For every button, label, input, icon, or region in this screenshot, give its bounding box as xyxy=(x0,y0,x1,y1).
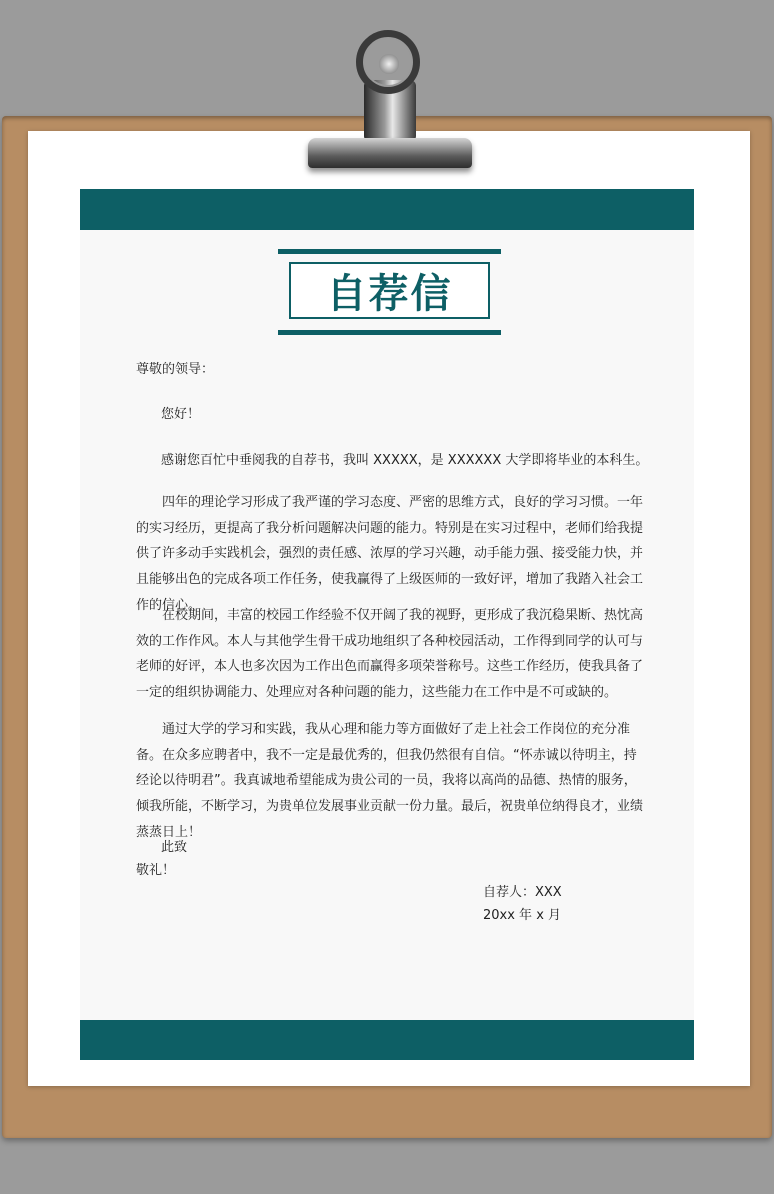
salutation: 尊敬的领导： xyxy=(136,362,215,377)
title-rule-top xyxy=(278,249,501,254)
clip-hole xyxy=(379,54,399,74)
binder-clip-icon xyxy=(308,138,472,168)
date: 20xx 年 x 月 xyxy=(483,908,562,923)
greeting: 您好！ xyxy=(161,407,201,422)
body-paragraph-1: 四年的理论学习形成了我严谨的学习态度、严密的思维方式，良好的学习习惯。一年的实习经历，更提高了我分析问题解决问题的能力。特别是在实习过程中，老师们给我提供了许多动手实践机会，强烈的责任感、浓厚的学习兴趣，动手能力强、接受能力快，并且能够出色的完成各项工作任务，使我赢得了上级医师的一致好评，增加了我踏入社会工作的信心。 xyxy=(136,495,644,613)
title-rule-bottom xyxy=(278,330,501,335)
body-paragraph-2: 在校期间，丰富的校园工作经验不仅开阔了我的视野，更形成了我沉稳果断、热忱高效的工作作风。本人与其他学生骨干成功地组织了各种校园活动，工作得到同学的认可与老师的好评，本人也多次因为工作出色而赢得多项荣誉称号。这些工作经历，使我具备了一定的组织协调能力、处理应对各种问题的能力，这些能力在工作中是不可或缺的。 xyxy=(136,608,644,701)
signature: 自荐人：XXX xyxy=(483,885,562,900)
closing-line-2: 敬礼！ xyxy=(136,863,176,878)
closing-line-1: 此致 xyxy=(161,840,188,855)
title-frame xyxy=(289,262,490,319)
body-paragraph-3: 通过大学的学习和实践，我从心理和能力等方面做好了走上社会工作岗位的充分准备。在众多应聘者中，我不一定是最优秀的，但我仍然很有自信。“怀赤诚以待明主，持经论以待明君”。我真诚地希望能成为贵公司的一员，我将以高尚的品德、热情的服务，倾我所能，不断学习，为贵单位发展事业贡献一份力量。最后，祝贵单位纳得良才，业绩蒸蒸日上！ xyxy=(136,722,644,840)
letter-title: 自荐信 xyxy=(326,270,453,317)
intro-line: 感谢您百忙中垂阅我的自荐书，我叫 XXXXX，是 XXXXXX 大学即将毕业的本科生。 xyxy=(161,453,649,468)
footer-bar xyxy=(80,1020,694,1060)
header-bar xyxy=(80,189,694,230)
